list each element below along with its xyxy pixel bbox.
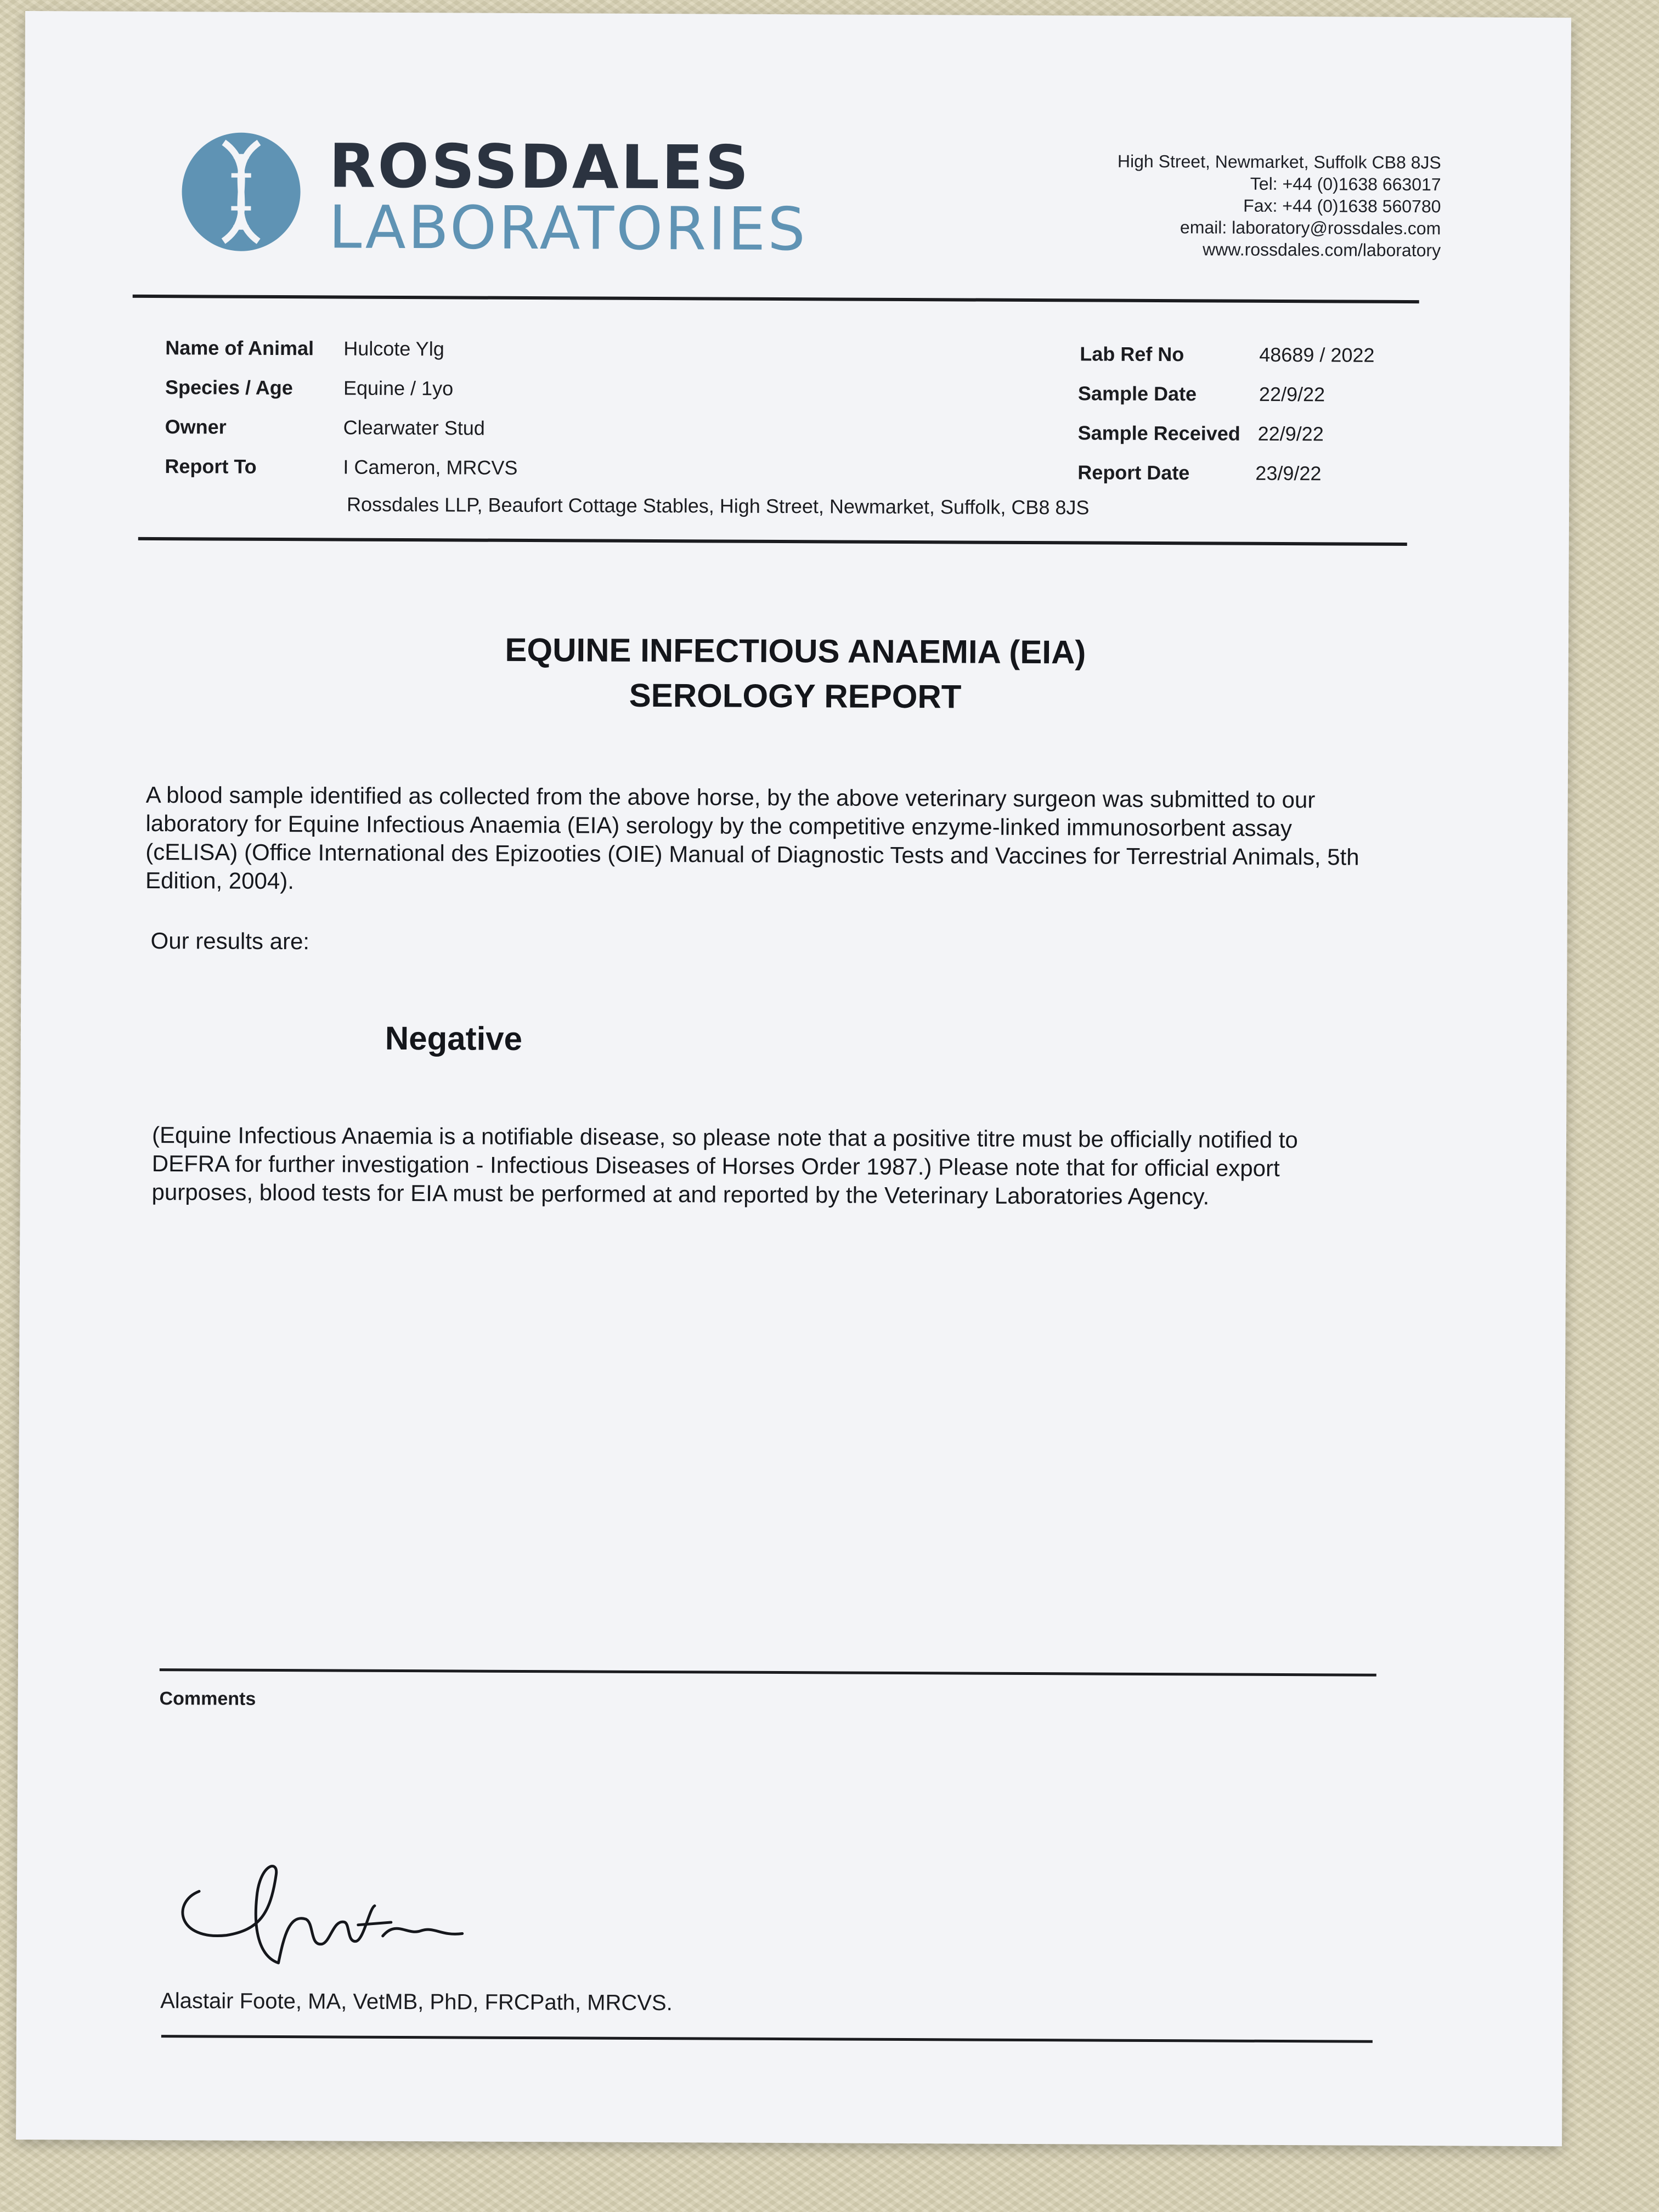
report-date-value: 23/9/22 <box>1255 461 1322 485</box>
report-title-line-2: SEROLOGY REPORT <box>629 676 962 715</box>
sample-date-value: 22/9/22 <box>1259 382 1325 406</box>
report-date-label: Report Date <box>1077 461 1190 484</box>
intro-line-1: A blood sample identified as collected from the above horse, by the above veterinary surgeon was submitted to our <box>145 781 1316 813</box>
sample-date-label: Sample Date <box>1077 382 1197 405</box>
lab-ref-value: 48689 / 2022 <box>1259 343 1375 366</box>
signatory-name: Alastair Foote, MA, VetMB, PhD, FRCPath, MRCVS. <box>160 1989 673 2016</box>
report-to-label: Report To <box>165 455 257 478</box>
logo-line-2: LABORATORIES <box>329 193 808 264</box>
comments-divider <box>160 1668 1376 1677</box>
footer-divider <box>161 2035 1373 2043</box>
name-of-animal-value: Hulcote Ylg <box>343 337 444 360</box>
signature-image <box>166 1853 473 1974</box>
sample-received-label: Sample Received <box>1077 421 1240 445</box>
sample-received-value: 22/9/22 <box>1257 422 1324 445</box>
results-label: Our results are: <box>150 928 310 955</box>
note-line-2: DEFRA for further investigation - Infectious Diseases of Horses Order 1987.) Please note that for official export <box>151 1150 1280 1181</box>
header-divider <box>133 295 1419 303</box>
report-title-line-1: EQUINE INFECTIOUS ANAEMIA (EIA) <box>505 631 1086 671</box>
intro-line-4: Edition, 2004). <box>145 867 295 894</box>
report-title <box>22 625 1568 722</box>
address-web: www.rossdales.com/laboratory <box>1203 239 1441 261</box>
species-age-value: Equine / 1yo <box>343 376 454 400</box>
report-to-value: I Cameron, MRCVS <box>343 455 518 479</box>
lab-ref-label: Lab Ref No <box>1080 342 1184 366</box>
owner-value: Clearwater Stud <box>343 416 485 439</box>
logo-line-1: ROSSDALES <box>329 131 751 203</box>
lab-logo-text <box>329 131 808 264</box>
comments-label: Comments <box>159 1688 256 1709</box>
lab-address <box>1117 150 1441 262</box>
intro-line-2: laboratory for Equine Infectious Anaemia (EIA) serology by the competitive enzyme-linked immunosorbent assay <box>145 810 1292 842</box>
name-of-animal-label: Name of Animal <box>165 336 314 360</box>
report-page <box>16 11 1571 2146</box>
address-street: High Street, Newmarket, Suffolk CB8 8JS <box>1117 151 1441 173</box>
result-value: Negative <box>385 1019 523 1057</box>
intro-paragraph <box>145 781 1359 900</box>
intro-line-3: (cELISA) (Office International des Epizooties (OIE) Manual of Diagnostic Tests and Vaccines for Terrestrial Animals, 5th <box>145 838 1359 870</box>
address-email: email: laboratory@rossdales.com <box>1180 217 1441 239</box>
info-divider <box>138 537 1407 546</box>
species-age-label: Species / Age <box>165 376 293 399</box>
notifiable-note <box>151 1121 1297 1211</box>
owner-label: Owner <box>165 415 227 438</box>
note-line-1: (Equine Infectious Anaemia is a notifiable disease, so please note that a positive titre must be officially notified to <box>151 1122 1298 1153</box>
address-fax: Fax: +44 (0)1638 560780 <box>1243 195 1441 217</box>
address-tel: Tel: +44 (0)1638 663017 <box>1250 173 1441 195</box>
note-line-3: purposes, blood tests for EIA must be performed at and reported by the Veterinary Laboratories Agency. <box>151 1179 1210 1210</box>
dna-logo-icon <box>180 131 302 252</box>
report-to-address: Rossdales LLP, Beaufort Cottage Stables, High Street, Newmarket, Suffolk, CB8 8JS <box>346 493 1090 519</box>
